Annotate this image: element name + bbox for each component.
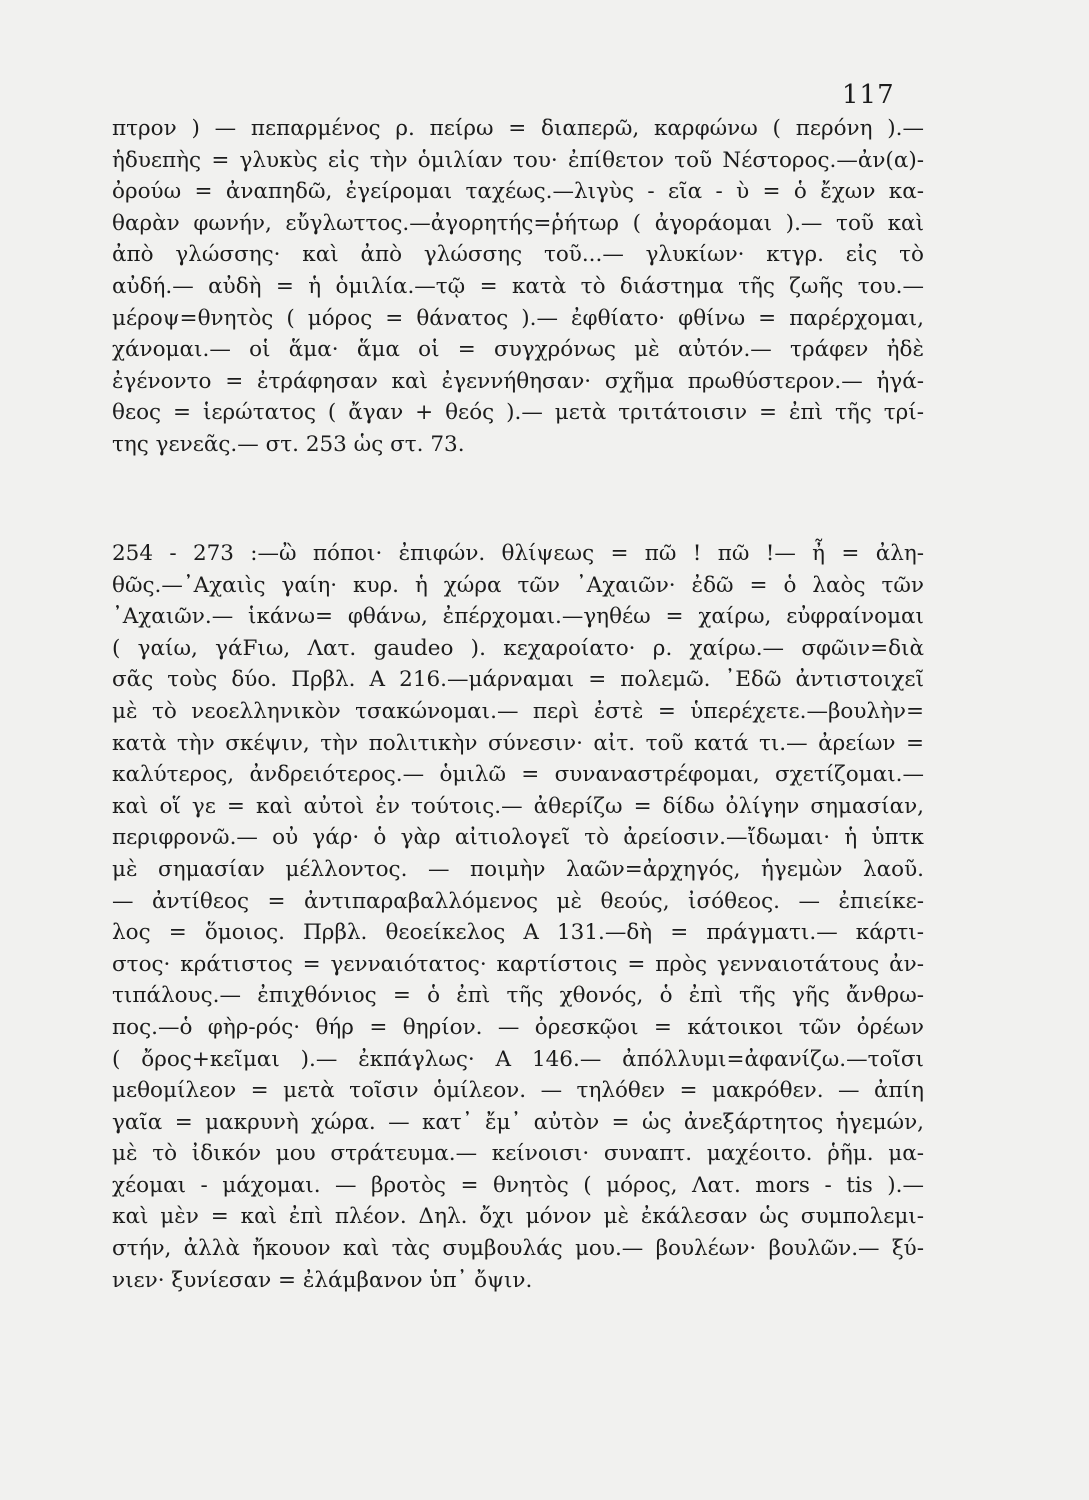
text-line: πτρον ) — πεπαρμένος ρ. πείρω = διαπερῶ, καρφώνω ( περόνη ).— [112,116,924,141]
text-line: μὲ τὸ ἰδικόν μου στράτευμα.— κείνοισι· συναπτ. μαχέοιτο. ῥῆμ. μα- [112,1141,924,1167]
text-line: ( ὄρος+κεῖμαι ).— ἐκπάγλως· Α 146.— ἀπόλλυμι=ἀφανίζω.—τοῖσι [112,1046,924,1072]
text-line: περιφρονῶ.— οὐ γάρ· ὁ γὰρ αἰτιολογεῖ τὸ ἀρείοσιν.—ἴδωμαι· ἡ ὑπτκ [112,825,924,851]
text-line: μὲ σημασίαν μέλλοντος. — ποιμὴν λαῶν=ἀρχηγός, ἡγεμὼν λαοῦ. [112,856,924,882]
text-line: σᾶς τοὺς δύο. Πρβλ. Α 216.—μάρναμαι = πολεμῶ. ᾿Εδῶ ἀντιστοιχεῖ [112,667,924,693]
text-line: ( γαίω, γάFιω, Λατ. gaudeo ). κεχαροίατο· ρ. χαίρω.— σφῶιν=διὰ [112,635,924,661]
text-line: ἡδυεπὴς = γλυκὺς εἰς τὴν ὁμιλίαν του· ἐπίθετον τοῦ Νέστορος.—ἀν(α)- [112,147,924,173]
text-line: θῶς.—᾿Αχαιὶς γαίη· κυρ. ἡ χώρα τῶν ᾿Αχαιῶν· ἐδῶ = ὁ λαὸς τῶν [112,572,924,598]
text-line: της γενεᾶς.— στ. 253 ὡς στ. 73. [112,431,465,457]
text-line: γαῖα = μακρυνὴ χώρα. — κατ᾿ ἔμ᾿ αὐτὸν = ὡς ἀνεξάρτητος ἡγεμών, [112,1109,924,1135]
text-line: θεος = ἱερώτατος ( ἄγαν + θεός ).— μετὰ τριτάτοισιν = ἐπὶ τῆς τρί- [112,400,924,426]
text-line: κατὰ τὴν σκέψιν, τὴν πολιτικὴν σύνεσιν· αἰτ. τοῦ κατά τι.— ἀρείων = [112,730,924,756]
text-line: ὀρούω = ἀναπηδῶ, ἐγείρομαι ταχέως.—λιγὺς - εῖα - ὺ = ὁ ἔχων κα- [112,179,924,205]
text-line: ἐγένοντο = ἐτράφησαν καὶ ἐγεννήθησαν· σχῆμα πρωθύστερον.— ἠγά- [112,368,924,394]
page-number: 117 [842,80,895,110]
text-line: μεθομίλεον = μετὰ τοῖσιν ὁμίλεον. — τηλόθεν = μακρόθεν. — ἀπίη [112,1078,924,1104]
text-line: καὶ μὲν = καὶ ἐπὶ πλέον. Δηλ. ὄχι μόνον μὲ ἐκάλεσαν ὡς συμπολεμι- [112,1204,924,1230]
text-line: ἀπὸ γλώσσης· καὶ ἀπὸ γλώσσης τοῦ...— γλυκίων· κτγρ. εἰς τὸ [112,242,924,268]
text-line: στήν, ἀλλὰ ἤκουον καὶ τὰς συμβουλάς μου.— βουλέων· βουλῶν.— ξύ- [112,1236,924,1262]
text-line: 254 - 273 :—ὢ πόποι· ἐπιφών. θλίψεως = πῶ ! πῶ !— ἦ = ἀλη- [112,541,924,566]
commentary-paragraph-2 [112,538,924,1296]
text-line: χέομαι - μάχομαι. — βροτὸς = θνητὸς ( μόρος, Λατ. mors - tis ).— [112,1172,924,1198]
text-line: θαρὰν φωνήν, εὔγλωττος.—ἀγορητής=ῥήτωρ ( ἀγοράομαι ).— τοῦ καὶ [112,210,924,236]
text-line: καὶ οἵ γε = καὶ αὐτοὶ ἐν τούτοις.— ἀθερίζω = δίδω ὀλίγην σημασίαν, [112,793,924,819]
text-line: τιπάλους.— ἐπιχθόνιος = ὁ ἐπὶ τῆς χθονός, ὁ ἐπὶ τῆς γῆς ἄνθρω- [112,983,924,1009]
commentary-paragraph-1 [112,113,924,461]
text-line: στος· κράτιστος = γενναιότατος· καρτίστοις = πρὸς γενναιοτάτους ἀν- [112,951,924,977]
text-line: — ἀντίθεος = ἀντιπαραβαλλόμενος μὲ θεούς, ἰσόθεος. — ἐπιείκε- [112,888,924,914]
text-line: πος.—ὁ φὴρ-ρός· θήρ = θηρίον. — ὀρεσκῷοι = κάτοικοι τῶν ὀρέων [112,1014,924,1040]
text-line: νιεν· ξυνίεσαν = ἐλάμβανον ὑπ᾿ ὄψιν. [112,1267,533,1293]
text-line: αὐδή.— αὐδὴ = ἡ ὁμιλία.—τῷ = κατὰ τὸ διάστημα τῆς ζωῆς του.— [112,273,924,299]
text-line: μέροψ=θνητὸς ( μόρος = θάνατος ).— ἐφθίατο· φθίνω = παρέρχομαι, [112,305,924,331]
text-line: λος = ὅμοιος. Πρβλ. θεοείκελος Α 131.—δὴ = πράγματι.— κάρτι- [112,920,924,946]
text-line: καλύτερος, ἀνδρειότερος.— ὁμιλῶ = συναναστρέφομαι, σχετίζομαι.— [112,762,924,788]
text-line: χάνομαι.— οἱ ἅμα· ἅμα οἱ = συγχρόνως μὲ αὐτόν.— τράφεν ἠδὲ [112,337,924,363]
text-line: ᾿Αχαιῶν.— ἱκάνω= φθάνω, ἐπέρχομαι.—γηθέω = χαίρω, εὐφραίνομαι [112,604,924,630]
text-line: μὲ τὸ νεοελληνικὸν τσακώνομαι.— περὶ ἐστὲ = ὑπερέχετε.—βουλὴν= [112,698,924,724]
